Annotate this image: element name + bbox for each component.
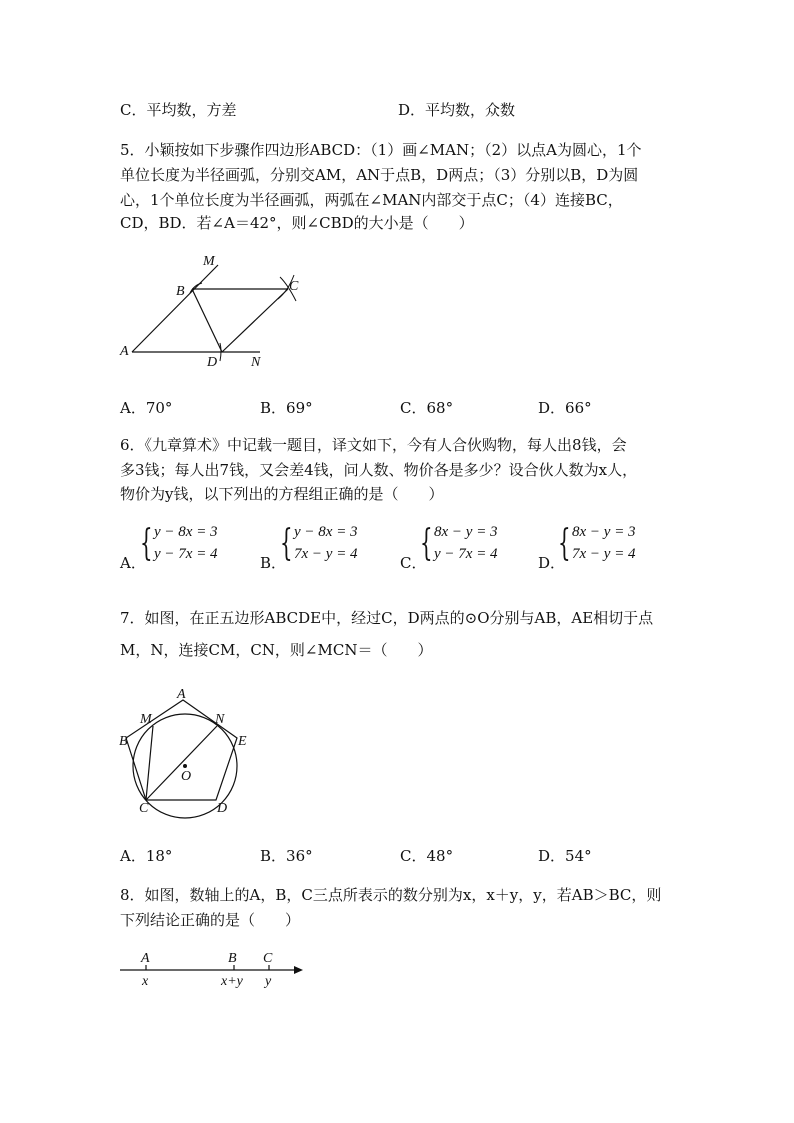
q6-option-c-label: C． [400, 554, 427, 572]
q4-option-c: C．平均数，方差 [120, 101, 237, 119]
point-value-c: y [265, 974, 272, 989]
q6-option-a-eq1: y − 8x = 3 [154, 524, 218, 540]
label-b: B [119, 734, 128, 749]
q5-text-line1: 5．小颖按如下步骤作四边形ABCD：（1）画∠MAN；（2）以点A为圆心，1个 [120, 141, 642, 159]
q6-option-c-eq1: 8x − y = 3 [434, 524, 498, 540]
label-a: A [120, 344, 129, 359]
brace-icon: { [558, 523, 571, 564]
q5-option-a: A．70° [120, 399, 173, 417]
label-e: E [238, 734, 247, 749]
axis-arrow-icon [294, 966, 303, 974]
q5-text-line2: 单位长度为半径画弧，分别交AM，AN于点B，D两点；（3）分别以B，D为圆 [120, 166, 639, 184]
q6-option-a-label: A． [120, 554, 146, 572]
q6-option-d-label: D． [538, 554, 566, 572]
label-d: D [207, 355, 218, 370]
ray-am [132, 265, 218, 352]
label-m: M [140, 712, 152, 727]
q7-figure [115, 682, 260, 822]
q5-text-line4: CD，BD．若∠A＝42°，则∠CBD的大小是（ ） [120, 214, 474, 232]
segment-bd [192, 289, 222, 352]
label-m: M [203, 254, 215, 269]
q4-option-d: D．平均数，众数 [398, 101, 516, 119]
q7-text-line1: 7．如图，在正五边形ABCDE中，经过C，D两点的⊙O分别与AB，AE相切于点 [120, 609, 654, 627]
segment-cm [146, 726, 153, 800]
label-n: N [215, 712, 225, 727]
q7-option-a: A．18° [120, 847, 173, 865]
q6-option-d-eq1: 8x − y = 3 [572, 524, 636, 540]
q5-option-c: C．68° [400, 399, 454, 417]
q6-option-c-eq2: y − 7x = 4 [434, 546, 498, 562]
q6-option-d-eq2: 7x − y = 4 [572, 546, 636, 562]
q6-option-a-eq2: y − 7x = 4 [154, 546, 218, 562]
point-value-b: x+y [221, 974, 243, 989]
label-n: N [251, 355, 261, 370]
q8-text-line2: 下列结论正确的是（ ） [120, 911, 301, 929]
segment-cn [146, 726, 217, 800]
q5-figure [110, 245, 320, 375]
label-o: O [181, 769, 192, 784]
q7-option-b: B．36° [260, 847, 313, 865]
q6-option-b-eq1: y − 8x = 3 [294, 524, 358, 540]
label-c: C [139, 801, 149, 816]
q6-option-b-label: B． [260, 554, 287, 572]
label-b: B [176, 284, 185, 299]
brace-icon: { [140, 523, 153, 564]
label-d: D [217, 801, 228, 816]
q7-option-d: D．54° [538, 847, 592, 865]
center-point-o [183, 764, 187, 768]
point-label-b: B [228, 951, 237, 966]
q6-text-line3: 物价为y钱，以下列出的方程组正确的是（ ） [120, 485, 444, 503]
q7-option-c: C．48° [400, 847, 454, 865]
point-value-a: x [142, 974, 149, 989]
q8-text-line1: 8．如图，数轴上的A，B，C三点所表示的数分别为x，x＋y，y，若AB＞BC，则 [120, 886, 662, 904]
q6-text-line2: 多3钱；每人出7钱，又会差4钱，问人数、物价各是多少？设合伙人数为x人， [120, 461, 638, 479]
q5-text-line3: 心，1个单位长度为半径画弧，两弧在∠MAN内部交于点C；（4）连接BC， [120, 191, 623, 209]
q6-text-line1: 6．《九章算术》中记载一题目，译文如下，今有人合伙购物，每人出8钱，会 [120, 436, 627, 454]
point-label-c: C [263, 951, 273, 966]
q7-text-line2: M，N，连接CM，CN，则∠MCN＝（ ） [120, 641, 433, 659]
brace-icon: { [280, 523, 293, 564]
q8-number-line [115, 946, 310, 996]
q5-option-d: D．66° [538, 399, 592, 417]
brace-icon: { [420, 523, 433, 564]
label-c: C [289, 279, 299, 294]
q5-option-b: B．69° [260, 399, 313, 417]
q6-option-b-eq2: 7x − y = 4 [294, 546, 358, 562]
label-a: A [177, 687, 186, 702]
point-label-a: A [141, 951, 150, 966]
